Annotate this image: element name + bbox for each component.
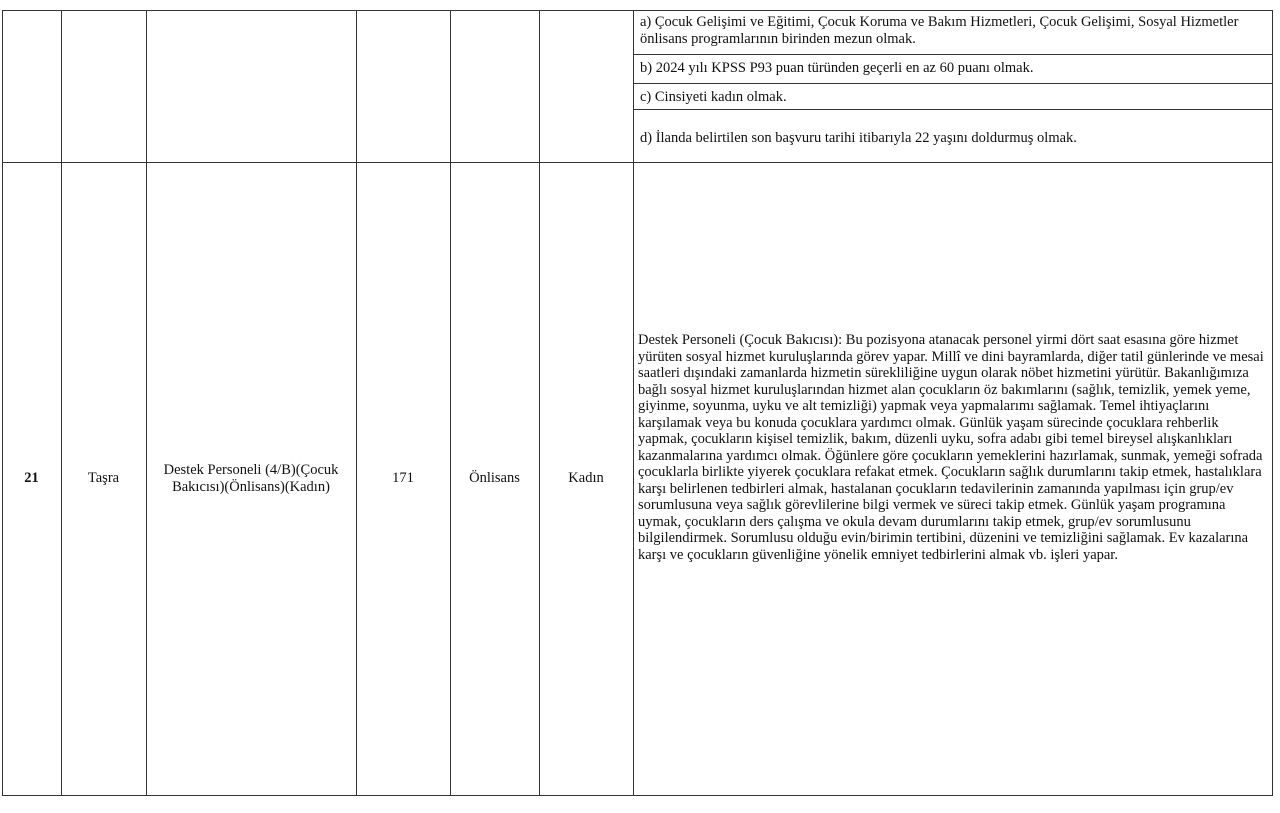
row-number: 21: [24, 470, 39, 486]
gender-cell: Kadın: [568, 470, 604, 486]
location-cell: Taşra: [87, 470, 120, 486]
quota-cell: 171: [392, 470, 414, 486]
requirement-a: a) Çocuk Gelişimi ve Eğitimi, Çocuk Koruma ve Bakım Hizmetleri, Çocuk Gelişimi, Sosyal Hizmetler önlisans programlarının birinden mezun olmak.: [640, 14, 1239, 47]
table-top-border: [2, 10, 1272, 11]
table-bottom-border: [2, 795, 1272, 796]
col-border-6: [633, 10, 634, 796]
requirement-b: b) 2024 yılı KPSS P93 puan türünden geçerli en az 60 puanı olmak.: [640, 60, 1034, 76]
requirement-divider-b: [633, 83, 1272, 84]
position-line-1: Destek Personeli (4/B)(Çocuk: [163, 461, 339, 478]
position-cell: [146, 162, 356, 795]
requirement-divider-c: [633, 109, 1272, 110]
requirement-d: d) İlanda belirtilen son başvuru tarihi itibarıyla 22 yaşını doldurmuş olmak.: [640, 130, 1077, 146]
col-border-7: [1272, 10, 1273, 796]
requirement-c: c) Cinsiyeti kadın olmak.: [640, 89, 787, 105]
education-cell: Önlisans: [469, 470, 520, 486]
requirement-divider-a: [633, 54, 1272, 55]
job-description: Destek Personeli (Çocuk Bakıcısı): Bu pozisyona atanacak personel yirmi dört saat esasına göre hizmet yürüten sosyal hizmet kuruluşlarında görev yapar. Millî ve dini bayramlarda, diğer tatil günlerinde ve mesai saatleri dışındaki zamanlarda hizmetin sürekliliğine uygun olarak nöbet hizmetini yürütür. Bakanlığımıza bağlı sosyal hizmet kuruluşlarından hizmet alan çocukların öz bakımlarını (sağlık, temizlik, yemek yeme, giyinme, soyunma, uyku ve alt temizliği) yapmak veya yapmalarımı sağlamak. Temel ihtiyaçlarını karşılamak veya bu konuda çocuklara yardımcı olmak. Günlük yaşam sürecinde çocuklara rehberlik yapmak, çocukların kişisel temizlik, bakım, düzenli uyku, sofra adabı gibi temel bireysel alışkanlıkları kazanmalarına yardımcı olmak. Öğünlere göre çocukların yemeklerini hazırlamak, sunmak, yemeği sofrada çocuklarla birlikte yiyerek çocuklara refakat etmek. Çocukların sağlık durumlarını takip etmek, hastalıklara karşı belirlenen tedbirleri almak, hastalanan çocukların tedavilerinin zamanında yapılması için grup/ev sorumlusuna veya sağlık görevlilerine bilgi vermek ve süreci takip etmek. Günlük yaşam programına uymak, çocukların ders çalışma ve okula devam durumlarını takip etmek, grup/ev sorumlusunu bilgilendirmek. Sorumlusu olduğu evin/birimin tertibini, düzenini ve temizliğini sağlamak. Ev kazalarına karşı ve çocukların güvenliğine yönelik emniyet tedbirlerini almak vb. işleri yapar.: [638, 332, 1264, 563]
position-line-2: Bakıcısı)(Önlisans)(Kadın): [172, 478, 330, 495]
